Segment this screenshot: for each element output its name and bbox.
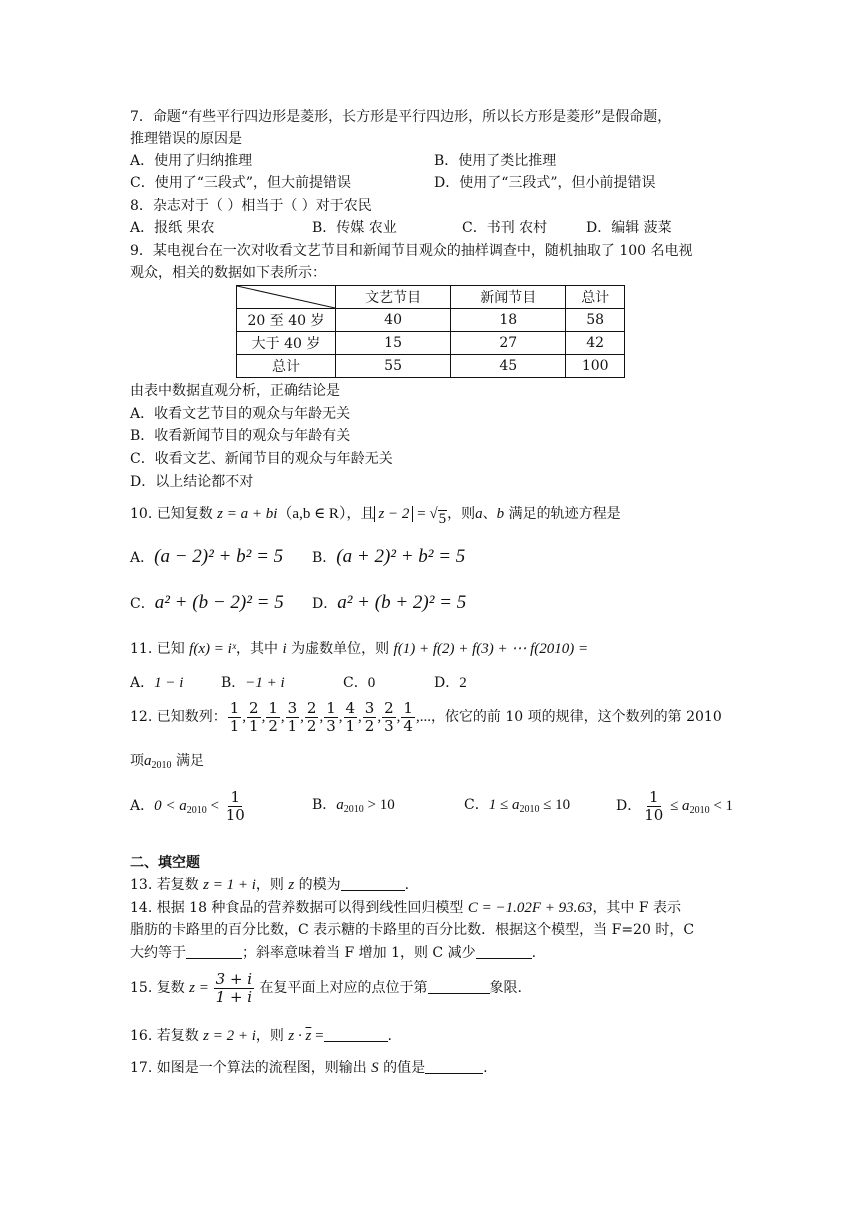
sequence-fraction [363,700,377,735]
q10-sqrt: √ 5 [429,506,447,527]
q9-option-a: A．收看文艺节目的观众与年龄无关 [130,406,351,422]
table-row-label: 总计 [237,355,336,378]
table-row [237,355,625,378]
q10-option-b: B．(a + 2)² + b² = 5 [312,546,466,567]
table-row-label: 大于 40 岁 [237,332,336,355]
sequence-fraction [247,700,261,735]
q12-option-b: B．$a_{2010} > 10$ [312,797,395,815]
answer-blank[interactable] [425,1059,483,1074]
q10-z-expr: z = a + bi [217,506,278,522]
q10-option-c: C．a² + (b − 2)² = 5 [130,592,284,613]
q12-sequence [227,698,416,735]
q11-option-c: C．0 [343,675,376,691]
sequence-fraction [401,700,415,735]
section-heading: 二、填空题 [130,855,200,871]
q7-option-a: A．使用了归纳推理 [130,153,253,169]
sequence-fraction [324,700,338,735]
table-cell: 15 [336,332,451,355]
table-cell: 100 [566,355,625,378]
q14-stem-line2: 脂肪的卡路里的百分比数，C 表示糖的卡路里的百分比数．根据这个模型，当 F=20 时，C [130,922,695,938]
sequence-fraction [286,700,300,735]
q9-option-d: D．以上结论都不对 [130,474,254,490]
comma: , [338,709,343,725]
table-header-cell: 总计 [566,286,625,309]
q8-option-b: B．传媒 农业 [312,220,397,236]
fraction-numerator: 2 [306,698,317,717]
sequence-fraction [382,700,396,735]
q9-option-b: B．收看新闻节目的观众与年龄有关 [130,428,351,444]
answer-blank[interactable] [341,876,405,891]
q11-option-a: A．1 − i [130,675,184,691]
q8-stem: 8．杂志对于（ ）相当于（ ）对于农民 [130,198,372,214]
fraction-numerator: 1 [229,698,240,717]
fraction-numerator: 3 [364,698,375,717]
fraction-denominator: 2 [306,716,317,735]
fraction-denominator: 3 [384,716,394,735]
q7-stem-line2: 推理错误的原因是 [130,131,242,147]
table-header-row [237,286,625,309]
q12-option-a: A．$0 < a_{2010}$ < $\frac{1}{10}$ [130,787,245,824]
comma: , [358,709,362,725]
fraction-denominator: 1 [345,716,356,735]
q16-stem: 16. 若复数 z = 2 + i，则 $z \cdot \overline{z}$ = . [130,1028,392,1044]
q8-option-a: A．报纸 果农 [130,220,215,236]
fraction-numerator: 3 [287,698,298,717]
q14-stem-line1: 14. 根据 18 种食品的营养数据可以得到线性回归模型 C = −1.02F + 93.63，其中 F 表示 [130,900,682,916]
q11-function: f(x) = iˣ [189,641,237,657]
q15-stem: 15. 复数 z = $\frac{3 + i}{1 + i}$ 在复平面上对应的点位于第 象限. [130,969,522,1006]
q7-option-d: D．使用了“三段式”，但小前提错误 [434,175,656,191]
q7-option-c: C．使用了“三段式”，但大前提错误 [130,175,352,191]
q17-stem: 17. 如图是一个算法的流程图，则输出 S 的值是 . [130,1060,488,1076]
fraction: $\frac{1}{10}$ [225,787,245,824]
table-cell: 42 [566,332,625,355]
q14-model: C = −1.02F + 93.63 [467,900,593,916]
comma: , [242,709,247,725]
comma: , [300,709,304,725]
q10-option-d: D．a² + (b + 2)² = 5 [312,592,467,613]
table-row [237,332,625,355]
table-header-cell: 文艺节目 [336,286,451,309]
answer-blank[interactable] [428,979,490,994]
q11-sum: f(1) + f(2) + f(3) + ⋯ f(2010) = [393,641,589,657]
fraction: $\frac{1}{10}$ [644,787,664,824]
comma: , [377,709,382,725]
table-cell: 18 [451,309,566,332]
q12-option-d: D． $\frac{1}{10}$ ≤ $a_{2010} < 1$ [616,787,734,824]
fraction-denominator: 4 [403,716,413,735]
table-row [237,309,625,332]
table-row-label: 20 至 40 岁 [237,309,336,332]
sequence-fraction [266,700,280,735]
fraction-numerator: 2 [384,698,394,717]
comma: , [261,709,266,725]
table-cell: 27 [451,332,566,355]
q9-stem-line2: 观众，相关的数据如下表所示： [130,265,326,281]
q13-stem: 13. 若复数 z = 1 + i，则 z 的模为 . [130,877,410,893]
fraction-numerator: 1 [268,698,278,717]
q9-option-c: C．收看文艺、新闻节目的观众与年龄无关 [130,451,393,467]
q12-stem: 12. 已知数列： $\frac{1}{1}$ , $\frac{2}{1}$ , $\frac{1}{2}$ , $\frac{3}{1}$ , $\frac{2}{2}$ , $\frac{1}{3}$ , $\frac{4}{1}$ , $\frac{3}{2}$ , $\frac{2}{3}$ , $\frac{1}{4}$ ,...，依它的前 10 项的规律，这个数列的第 2010 [130,698,722,735]
fraction-denominator: 1 [287,716,298,735]
q9-data-table [236,285,625,378]
fraction: $\frac{3 + i}{1 + i}$ [215,969,253,1006]
q10-stem: 10. 已知复数 z = a + bi（a,b ∈ R），且 z − 2 = √ 5 ，则a、b 满足的轨迹方程是 [130,500,621,528]
table-cell: 40 [336,309,451,332]
q8-option-c: C．书刊 农村 [462,220,548,236]
diagonal-line [237,286,335,308]
answer-blank[interactable] [476,944,532,959]
fraction-numerator: 4 [345,698,356,717]
q9-stem-line1: 9．某电视台在一次对收看文艺节目和新闻节目观众的抽样调查中，随机抽取了 100 名电视 [130,243,693,259]
fraction-denominator: 3 [326,716,336,735]
table-corner-cell [237,286,336,309]
fraction-numerator: 2 [249,698,259,717]
answer-blank[interactable] [186,944,242,959]
sequence-fraction [344,700,358,735]
comma: , [319,709,324,725]
q7-option-b: B．使用了类比推理 [434,153,557,169]
comma: , [280,709,285,725]
sequence-fraction [305,700,319,735]
table-cell: 58 [566,309,625,332]
fraction-numerator: 1 [403,698,413,717]
comma: , [396,709,401,725]
fraction-numerator: 1 [326,698,336,717]
q12-stem-line2: 项$a_{2010}$ 满足 [130,753,204,771]
z-conjugate: $\overline{z}$ [305,1028,312,1044]
fraction-denominator: 1 [229,716,240,735]
q12-option-c: C．$1 \le a_{2010} \le 10$ [464,797,571,815]
fraction-denominator: 2 [268,716,278,735]
q10-option-a: A．(a − 2)² + b² = 5 [130,546,284,567]
sequence-fraction [228,700,242,735]
table-cell: 55 [336,355,451,378]
q9-after-table: 由表中数据直观分析，正确结论是 [130,383,340,399]
fraction-denominator: 1 [249,716,259,735]
q11-stem: 11. 已知 f(x) = iˣ，其中 i 为虚数单位，则 f(1) + f(2) + f(3) + ⋯ f(2010) = [130,641,589,657]
q7-stem-line1: 7．命题“有些平行四边形是菱形，长方形是平行四边形，所以长方形是菱形”是假命题， [130,109,672,125]
q11-option-d: D．2 [434,675,467,691]
table-cell: 45 [451,355,566,378]
q14-stem-line3: 大约等于 ；斜率意味着当 F 增加 1，则 C 减少 . [130,945,537,961]
q8-option-d: D．编辑 菠菜 [586,220,672,236]
q11-option-b: B．−1 + i [221,675,285,691]
table-header-cell: 新闻节目 [451,286,566,309]
fraction-denominator: 2 [364,716,375,735]
answer-blank[interactable] [324,1027,388,1042]
q10-abs-expr: z − 2 [374,506,413,522]
